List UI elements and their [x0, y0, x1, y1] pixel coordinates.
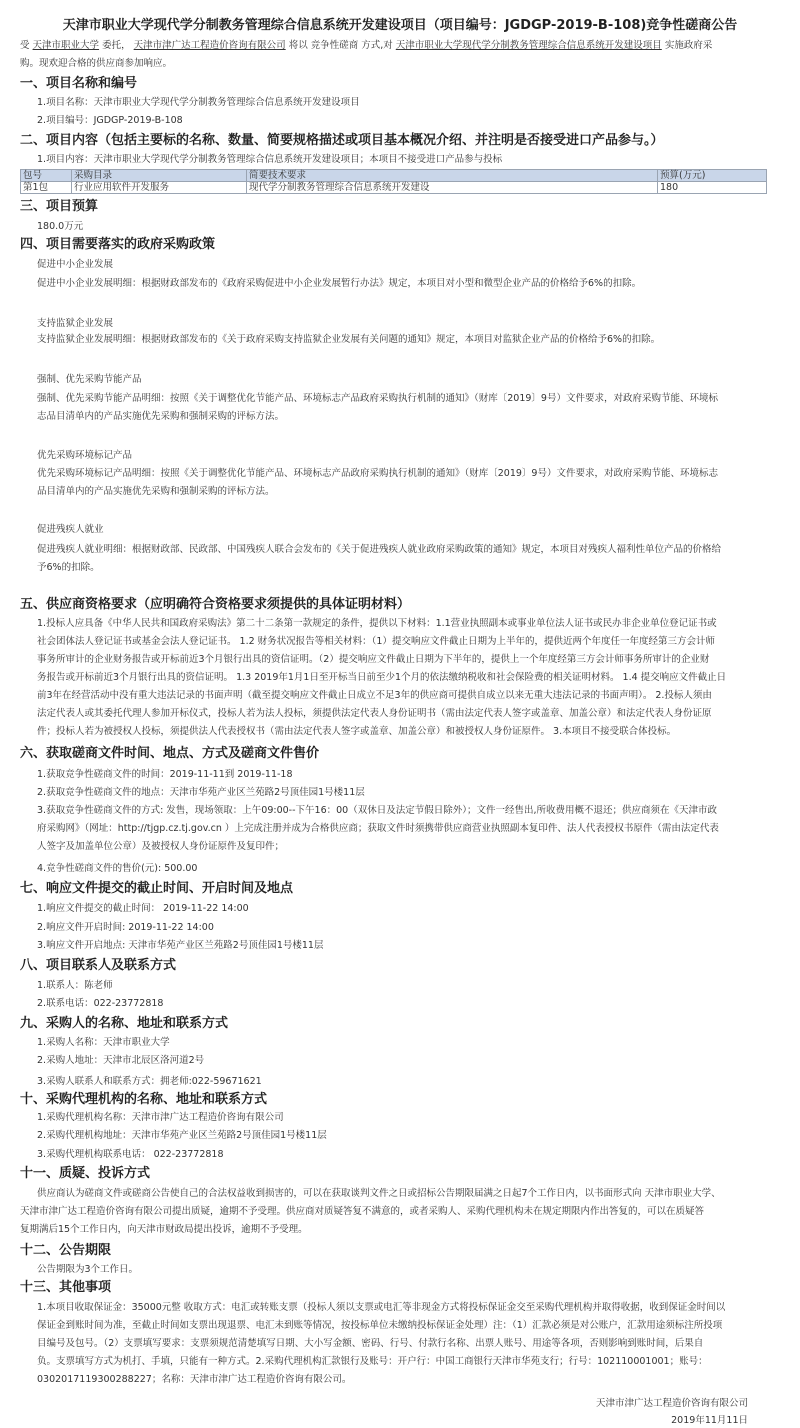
package-table [20, 169, 767, 194]
section-heading-3: 三、项目预算 [20, 199, 99, 214]
other-matters-line: 目编号及包号。（2）支票填写要求：支票须规范清楚填写日期、大小写金额、密码、行号、付款行名称、出票人账号、用途等各项，否则影响到账时间，后果自 [37, 1338, 704, 1349]
complaint-line: 供应商认为磋商文件或磋商公告使自己的合法权益收到损害的，可以在获取谈判文件之日或招标公告期限届满之日起7个工作日内，以书面形式向 天津市职业大学、 [37, 1188, 721, 1199]
qualification-line: 务报告或开标前近3个月银行出具的资信证明。 1.3 2019年1月1日至开标当日前至少1个月的依法缴纳税收和社会保险费的相关证明材料。 1.4 提交响应文件截止日 [37, 672, 727, 683]
policy-title-prison: 支持监狱企业发展 [37, 318, 114, 329]
opening-place-line: 3.响应文件开启地点: 天津市华苑产业区兰苑路2号顶佳园1号楼11层 [37, 940, 324, 951]
page-title: 天津市职业大学现代学分制教务管理综合信息系统开发建设项目（项目编号：JGDGP-2019-B-108)竞争性磋商公告 [62, 18, 738, 33]
table-cell: 行业应用软件开发服务 [72, 182, 247, 194]
policy-title-disability: 促进残疾人就业 [37, 524, 104, 535]
policy-detail-energy-1: 强制、优先采购节能产品明细：按照《关于调整优化节能产品、环境标志产品政府采购执行机制的通知》（财库〔2019〕9号）文件要求，对政府采购节能、环境标 [37, 393, 718, 404]
section-heading-4: 四、项目需要落实的政府采购政策 [20, 237, 216, 252]
section-heading-1: 一、项目名称和编号 [20, 76, 138, 91]
footer-date: 2019年11月11日 [671, 1415, 748, 1426]
other-matters-line: 保证金到账时间为准，至截止时间如支票出现退票、电汇未到账等情况，按投标单位未缴纳投标保证金处理）注：（1）汇款必须是对公账户，汇款用途须标注所投项 [37, 1320, 723, 1331]
purchaser-name-line: 1.采购人名称：天津市职业大学 [37, 1037, 170, 1048]
agency-address-line: 2.采购代理机构地址：天津市华苑产业区兰苑路2号顶佳园1号楼11层 [37, 1130, 327, 1141]
document-price-line: 4.竞争性磋商文件的售价(元): 500.00 [37, 863, 198, 874]
complaint-line: 天津市津广达工程造价咨询有限公司提出质疑，逾期不予受理。供应商对质疑答复不满意的，或者采购人、采购代理机构未在规定期限内作出答复的，可以在质疑答 [20, 1206, 705, 1217]
project-content-line: 1.项目内容：天津市职业大学现代学分制教务管理综合信息系统开发建设项目；本项目不接受进口产品参与投标 [37, 154, 503, 165]
obtain-place-line: 2.获取竞争性磋商文件的地点：天津市华苑产业区兰苑路2号顶佳园1号楼11层 [37, 787, 365, 798]
section-heading-5: 五、供应商资格要求（应明确符合资格要求须提供的具体证明材料） [20, 597, 411, 612]
policy-detail-sme: 促进中小企业发展明细：根据财政部发布的《政府采购促进中小企业发展暂行办法》规定，本项目对小型和微型企业产品的价格给予6%的扣除。 [37, 278, 642, 289]
obtain-time-line: 1.获取竞争性磋商文件的时间：2019-11-11到 2019-11-18 [37, 769, 293, 780]
table-cell: 现代学分制教务管理综合信息系统开发建设 [247, 182, 658, 194]
obtain-method-line: 人签字及加盖单位公章）及被授权人身份证原件及复印件； [37, 841, 285, 852]
section-heading-8: 八、项目联系人及联系方式 [20, 958, 177, 973]
other-matters-line: 负。支票填写方式为机打、手填，只能有一种方式。2.采购代理机构汇款银行及账号：开户行：中国工商银行天津市华苑支行；行号：102110001001；账号： [37, 1356, 708, 1367]
section-heading-13: 十三、其他事项 [20, 1280, 112, 1295]
intro-line-1: 受 天津市职业大学 委托， 天津市津广达工程造价咨询有限公司 将以 竞争性磋商 方式,对 天津市职业大学现代学分制教务管理综合信息系统开发建设项目 实施政府采 [20, 40, 713, 51]
buyer-link[interactable]: 天津市职业大学 [32, 40, 100, 51]
policy-detail-prison: 支持监狱企业发展明细：根据财政部发布的《关于政府采购支持监狱企业发展有关问题的通知》规定，本项目对监狱企业产品的价格给予6%的扣除。 [37, 334, 661, 345]
section-heading-11: 十一、质疑、投诉方式 [20, 1166, 151, 1181]
obtain-method-line: 3.获取竞争性磋商文件的方式: 发售，现场领取：上午09:00--下午16：00（双休日及法定节假日除外）；文件一经售出,所收费用概不退还；供应商须在《天津市政 [37, 805, 717, 816]
budget-line: 180.0万元 [37, 221, 84, 232]
policy-detail-disability-1: 促进残疾人就业明细：根据财政部、民政部、中国残疾人联合会发布的《关于促进残疾人就业政府采购政策的通知》规定，本项目对残疾人福利性单位产品的价格给 [37, 544, 722, 555]
contact-person-line: 1.联系人：陈老师 [37, 980, 113, 991]
purchaser-contact-line: 3.采购人联系人和联系方式：拥老师:022-59671621 [37, 1076, 262, 1087]
section-heading-7: 七、响应文件提交的截止时间、开启时间及地点 [20, 881, 294, 896]
qualification-line: 事务所审计的企业财务报告或开标前近3个月银行出具的资信证明。（2）提交响应文件截止日期为下半年的，提供上一个年度经第三方会计师事务所审计的企业财 [37, 654, 710, 665]
agency-name-line: 1.采购代理机构名称：天津市津广达工程造价咨询有限公司 [37, 1112, 284, 1123]
qualification-line: 1.投标人应具备《中华人民共和国政府采购法》第二十二条第一款规定的条件，提供以下材料：1.1营业执照副本或事业单位法人证书或民办非企业单位登记证书或 [37, 618, 717, 629]
table-header-cell: 简要技术要求 [247, 170, 658, 182]
section-heading-2: 二、项目内容（包括主要标的名称、数量、简要规格描述或项目基本概况介绍、并注明是否接受进口产品参与。） [20, 133, 664, 148]
intro-line-2: 购。现欢迎合格的供应商参加响应。 [20, 58, 173, 69]
complaint-line: 复期满后15个工作日内，向天津市财政局提出投诉，逾期不予受理。 [20, 1224, 308, 1235]
opening-time-line: 2.响应文件开启时间: 2019-11-22 14:00 [37, 922, 214, 933]
agency-phone-line: 3.采购代理机构联系电话： 022-23772818 [37, 1149, 224, 1160]
qualification-line: 件；投标人若为被授权人投标，须提供法人代表授权书（需由法定代表人签字或盖章、加盖公章）和被授权人身份证原件。 3.本项目不接受联合体投标。 [37, 726, 677, 737]
table-row [21, 182, 767, 194]
purchaser-address-line: 2.采购人地址：天津市北辰区洛河道2号 [37, 1055, 205, 1066]
notice-period-line: 公告期限为3个工作日。 [37, 1264, 139, 1275]
policy-title-sme: 促进中小企业发展 [37, 259, 114, 270]
footer-company: 天津市津广达工程造价咨询有限公司 [595, 1398, 748, 1409]
project-name-line: 1.项目名称：天津市职业大学现代学分制教务管理综合信息系统开发建设项目 [37, 97, 360, 108]
policy-title-energy: 强制、优先采购节能产品 [37, 374, 142, 385]
table-cell: 180 [658, 182, 767, 194]
table-header-cell: 包号 [21, 170, 72, 182]
policy-detail-env-1: 优先采购环境标记产品明细：按照《关于调整优化节能产品、环境标志产品政府采购执行机制的通知》（财库〔2019〕9号）文件要求，对政府采购节能、环境标志 [37, 468, 718, 479]
section-heading-12: 十二、公告期限 [20, 1243, 112, 1258]
project-link[interactable]: 天津市职业大学现代学分制教务管理综合信息系统开发建设项目 [395, 40, 662, 51]
section-heading-6: 六、获取磋商文件时间、地点、方式及磋商文件售价 [20, 746, 320, 761]
policy-detail-env-2: 品目清单内的产品实施优先采购和强制采购的评标方法。 [37, 486, 275, 497]
contact-phone-line: 2.联系电话：022-23772818 [37, 998, 164, 1009]
section-heading-10: 十、采购代理机构的名称、地址和联系方式 [20, 1092, 268, 1107]
policy-detail-disability-2: 予6%的扣除。 [37, 562, 100, 573]
other-matters-line: 1.本项目收取保证金：35000元整 收取方式：电汇或转账支票（投标人须以支票或电汇等非现金方式将投标保证金交至采购代理机构并取得收据，收到保证金时间以 [37, 1302, 726, 1313]
qualification-line: 前3年在经营活动中没有重大违法记录的书面声明（截至提交响应文件截止日成立不足3年的供应商可提供自成立以来无重大违法记录的书面声明）。 2.投标人须由 [37, 690, 712, 701]
deadline-line: 1.响应文件提交的截止时间： 2019-11-22 14:00 [37, 903, 249, 914]
agency-link[interactable]: 天津市津广达工程造价咨询有限公司 [133, 40, 286, 51]
qualification-line: 社会团体法人登记证书或基金会法人登记证书。 1.2 财务状况报告等相关材料：（1）提交响应文件截止日期为上半年的，提供近两个年度任一年度经第三方会计师 [37, 636, 715, 647]
policy-title-env: 优先采购环境标记产品 [37, 450, 133, 461]
table-header-cell: 预算(万元) [658, 170, 767, 182]
table-cell: 第1包 [21, 182, 72, 194]
table-header-cell: 采购目录 [72, 170, 247, 182]
table-header-row [21, 170, 767, 182]
section-heading-9: 九、采购人的名称、地址和联系方式 [20, 1016, 229, 1031]
qualification-line: 法定代表人或其委托代理人参加开标仪式，投标人若为法人投标，须提供法定代表人身份证明书（需由法定代表人签字或盖章、加盖公章）和法定代表人身份证原 [37, 708, 712, 719]
project-number-line: 2.项目编号：JGDGP-2019-B-108 [37, 115, 183, 126]
policy-detail-energy-2: 志品目清单内的产品实施优先采购和强制采购的评标方法。 [37, 411, 285, 422]
other-matters-line: 0302017119300288227；名称：天津市津广达工程造价咨询有限公司。 [37, 1374, 352, 1385]
obtain-method-line: 府采购网》（网址：http://tjgp.cz.tj.gov.cn ）上完成注册并成为合格供应商；获取文件时须携带供应商营业执照副本复印件、法人代表授权书原件（需由法定代表 [37, 823, 719, 834]
